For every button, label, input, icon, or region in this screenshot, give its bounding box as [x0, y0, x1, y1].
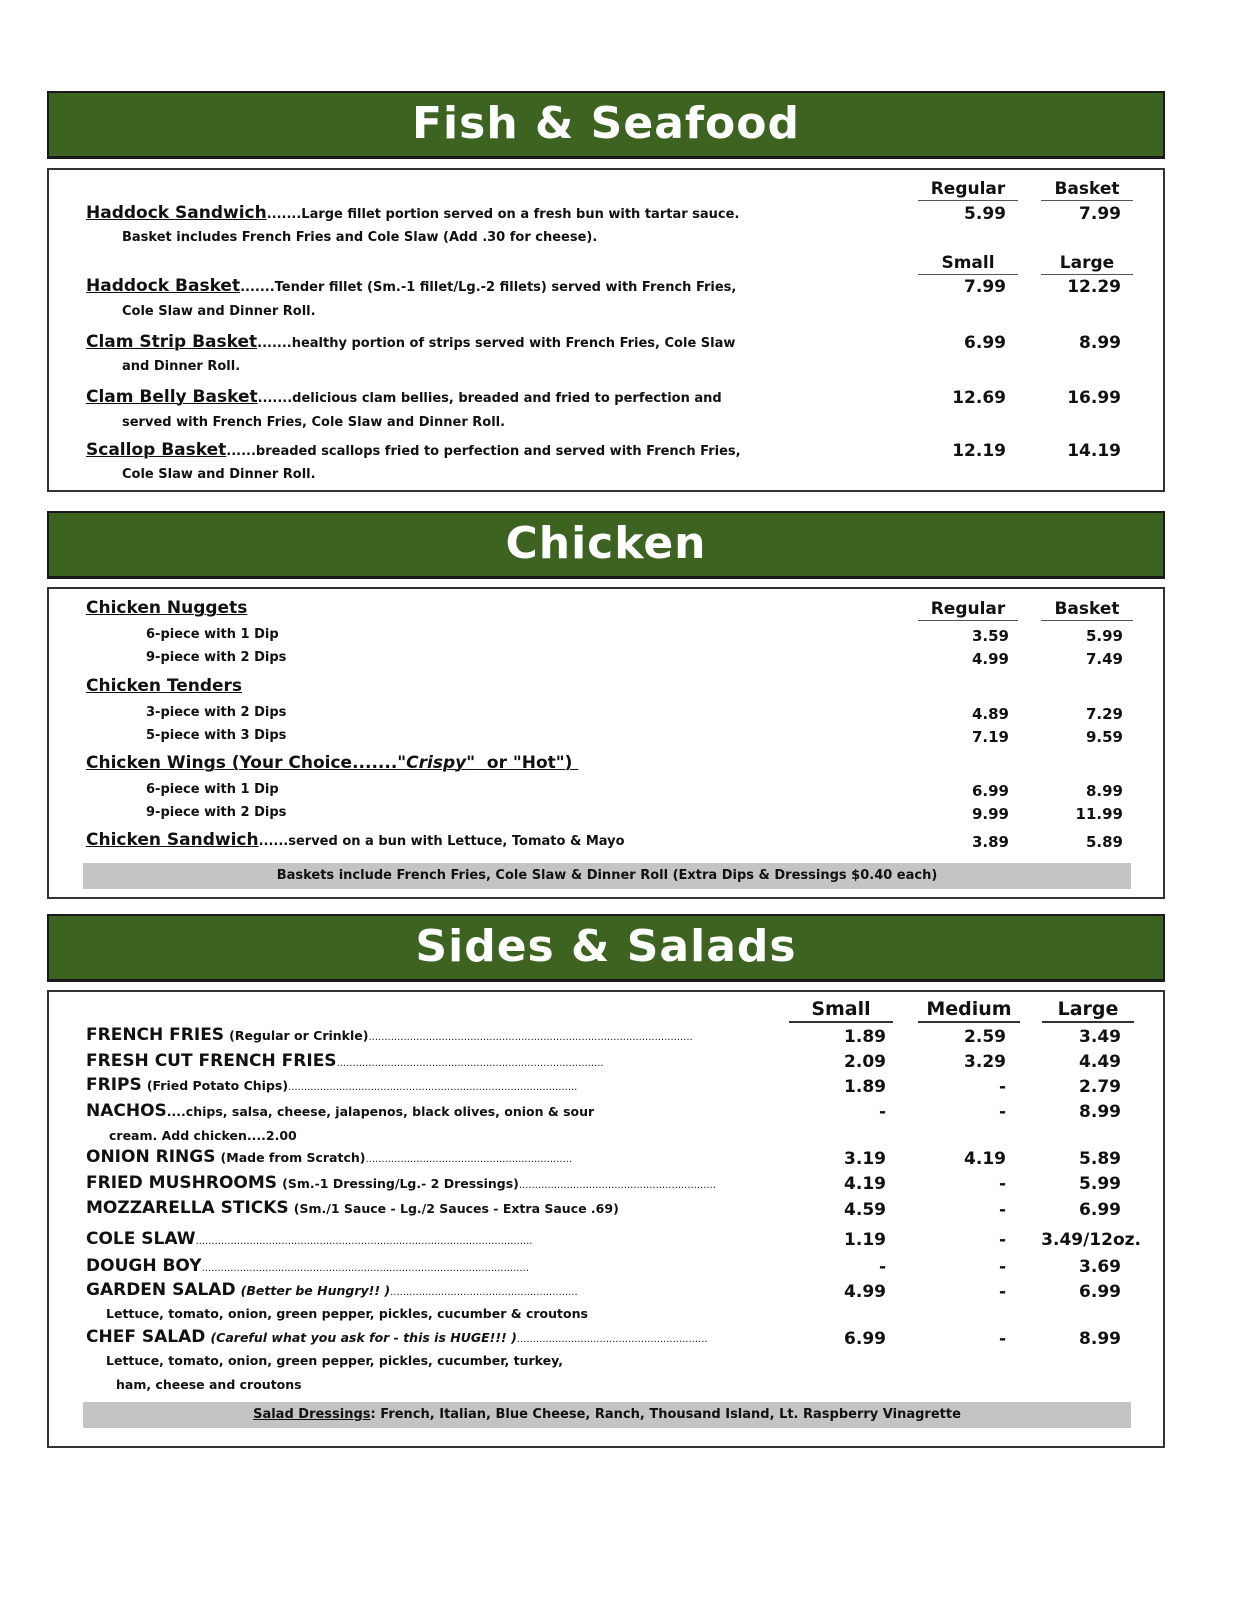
- price-small: 4.19: [844, 1174, 886, 1194]
- price-small: -: [878, 1257, 886, 1277]
- price-basket: 11.99: [1075, 805, 1123, 823]
- menu-item: [86, 332, 735, 352]
- price-small: 7.99: [964, 277, 1006, 297]
- price-large: 4.49: [1079, 1052, 1121, 1072]
- item-desc-cont: Cole Slaw and Dinner Roll.: [122, 304, 316, 319]
- price-medium: -: [998, 1200, 1006, 1220]
- side-item: [86, 1327, 708, 1347]
- item-name: CHEF SALAD: [86, 1327, 206, 1347]
- wings-name-crispy: Crispy: [406, 753, 467, 773]
- col-header-basket: Basket: [1041, 179, 1133, 201]
- side-item: [86, 1280, 578, 1300]
- item-name: NACHOS: [86, 1101, 167, 1121]
- dressings-label: Salad Dressings: [253, 1407, 371, 1422]
- price-large: 3.49: [1079, 1027, 1121, 1047]
- price-small: 2.09: [844, 1052, 886, 1072]
- price-large: 6.99: [1079, 1282, 1121, 1302]
- price-regular: 4.89: [971, 705, 1009, 723]
- price-large: 14.19: [1067, 441, 1121, 461]
- item-note: (Sm./1 Sauce - Lg./2 Sauces - Extra Sauce .69): [293, 1201, 619, 1216]
- price-regular: 3.89: [971, 833, 1009, 851]
- item-name: Chicken Sandwich: [86, 830, 259, 850]
- fish-seafood-banner: [47, 91, 1165, 159]
- section-title: Chicken: [505, 518, 707, 569]
- price-regular: 6.99: [971, 782, 1009, 800]
- row-label: 3-piece with 2 Dips: [146, 705, 287, 720]
- leader-dots: .................................................................: [365, 1154, 573, 1165]
- item-name: Haddock Basket: [86, 276, 241, 296]
- price-medium: 3.29: [964, 1052, 1006, 1072]
- col-header-medium: Medium: [918, 998, 1020, 1023]
- price-small: 4.59: [844, 1200, 886, 1220]
- item-name: Haddock Sandwich: [86, 203, 267, 223]
- price-medium: 2.59: [964, 1027, 1006, 1047]
- group-name: Chicken Nuggets: [86, 598, 248, 618]
- price-basket: 5.89: [1085, 833, 1123, 851]
- group-name: [86, 753, 578, 773]
- price-medium: -: [998, 1329, 1006, 1349]
- item-note-cont: Lettuce, tomato, onion, green pepper, pickles, cucumber, turkey,: [106, 1353, 564, 1368]
- item-desc: ......served on a bun with Lettuce, Tomato & Mayo: [258, 834, 625, 849]
- col-header-basket: Basket: [1041, 599, 1133, 621]
- dressings-list: : French, Italian, Blue Cheese, Ranch, Thousand Island, Lt. Raspberry Vinagrette: [370, 1407, 961, 1422]
- leader-dots: ............................................................: [516, 1334, 708, 1345]
- side-item: [86, 1173, 716, 1193]
- item-note: (Fried Potato Chips): [146, 1078, 289, 1093]
- item-note: (Better be Hungry!! ): [240, 1283, 391, 1298]
- item-desc-cont: Basket includes French Fries and Cole Slaw (Add .30 for cheese).: [122, 230, 598, 245]
- price-large: 16.99: [1067, 388, 1121, 408]
- item-desc: .......delicious clam bellies, breaded and fried to perfection and: [257, 391, 722, 406]
- price-regular: 4.99: [971, 650, 1009, 668]
- side-item: [86, 1075, 577, 1095]
- price-large: 8.99: [1079, 1329, 1121, 1349]
- item-name: DOUGH BOY: [86, 1256, 202, 1276]
- group-name: Chicken Tenders: [86, 676, 243, 696]
- price-large: 8.99: [1079, 1102, 1121, 1122]
- price-regular: 3.59: [971, 627, 1009, 645]
- item-desc-cont: and Dinner Roll.: [122, 359, 241, 374]
- price-small: -: [878, 1102, 886, 1122]
- price-basket: 7.29: [1085, 705, 1123, 723]
- item-name: Clam Belly Basket: [86, 387, 258, 407]
- item-name: MOZZARELLA STICKS: [86, 1198, 289, 1218]
- sides-salads-banner: [47, 914, 1165, 982]
- price-regular: 9.99: [971, 805, 1009, 823]
- leader-dots: ...........................................................................................: [288, 1082, 578, 1093]
- price-large: 8.99: [1079, 333, 1121, 353]
- side-item: [86, 1101, 594, 1121]
- item-note-cont: Lettuce, tomato, onion, green pepper, pickles, cucumber & croutons: [106, 1306, 588, 1321]
- side-item: [86, 1198, 619, 1218]
- price-basket: 8.99: [1085, 782, 1123, 800]
- row-label: 9-piece with 2 Dips: [146, 805, 287, 820]
- price-small: 3.19: [844, 1149, 886, 1169]
- price-regular: 5.99: [964, 204, 1006, 224]
- price-small: 12.19: [952, 441, 1006, 461]
- chicken-banner: [47, 511, 1165, 579]
- item-note: ....chips, salsa, cheese, jalapenos, black olives, onion & sour: [166, 1104, 595, 1119]
- item-name: FRENCH FRIES: [86, 1025, 225, 1045]
- item-note: (Made from Scratch): [220, 1150, 366, 1165]
- leader-dots: ....................................................................................: [336, 1058, 604, 1069]
- chicken-panel: [47, 587, 1165, 899]
- side-item: [86, 1229, 532, 1249]
- salad-dressings-note: [83, 1402, 1131, 1428]
- item-note: (Careful what you ask for - this is HUGE!!! ): [210, 1330, 517, 1345]
- item-name: ONION RINGS: [86, 1147, 216, 1167]
- price-large: 2.79: [1079, 1077, 1121, 1097]
- side-item: [86, 1256, 529, 1276]
- price-small: 1.89: [844, 1077, 886, 1097]
- price-regular: 7.19: [971, 728, 1009, 746]
- price-basket: 9.59: [1085, 728, 1123, 746]
- price-medium: -: [998, 1230, 1006, 1250]
- item-name: FRESH CUT FRENCH FRIES: [86, 1051, 337, 1071]
- price-medium: -: [998, 1282, 1006, 1302]
- price-small: 4.99: [844, 1282, 886, 1302]
- menu-item: [86, 203, 739, 223]
- side-item: [86, 1051, 604, 1071]
- price-large: 6.99: [1079, 1200, 1121, 1220]
- price-large: 3.49/12oz.: [1041, 1230, 1141, 1250]
- leader-dots: .......................................................................................................: [201, 1263, 530, 1274]
- item-desc: .......healthy portion of strips served with French Fries, Cole Slaw: [257, 336, 736, 351]
- side-item: [86, 1025, 693, 1045]
- side-item: [86, 1147, 572, 1167]
- price-medium: 4.19: [964, 1149, 1006, 1169]
- price-large: 5.99: [1079, 1174, 1121, 1194]
- leader-dots: ...........................................................: [390, 1287, 578, 1298]
- menu-item: [86, 440, 741, 460]
- item-note-cont: ham, cheese and croutons: [116, 1377, 302, 1392]
- item-name: Clam Strip Basket: [86, 332, 258, 352]
- col-header-large: Large: [1042, 998, 1134, 1023]
- item-desc: .......Large fillet portion served on a fresh bun with tartar sauce.: [266, 207, 740, 222]
- item-note-cont: cream. Add chicken....2.00: [109, 1128, 297, 1143]
- col-header-small: Small: [789, 998, 893, 1023]
- sides-salads-panel: [47, 990, 1165, 1448]
- baskets-note: Baskets include French Fries, Cole Slaw & Dinner Roll (Extra Dips & Dressings $0.40 each): [83, 863, 1131, 889]
- leader-dots: ..........................................................................................................: [195, 1236, 533, 1247]
- wings-name-c: ": [466, 753, 476, 773]
- item-name: Scallop Basket: [86, 440, 227, 460]
- price-basket: 5.99: [1085, 627, 1123, 645]
- col-header-small: Small: [918, 253, 1018, 275]
- row-label: 6-piece with 1 Dip: [146, 782, 279, 797]
- price-medium: -: [998, 1257, 1006, 1277]
- price-medium: -: [998, 1102, 1006, 1122]
- menu-item: [86, 387, 722, 407]
- price-basket: 7.99: [1079, 204, 1121, 224]
- section-title: Sides & Salads: [415, 921, 797, 972]
- price-large: 5.89: [1079, 1149, 1121, 1169]
- item-note: (Sm.-1 Dressing/Lg.- 2 Dressings): [282, 1176, 519, 1191]
- item-note: (Regular or Crinkle): [229, 1028, 369, 1043]
- price-small: 1.89: [844, 1027, 886, 1047]
- price-small: 6.99: [964, 333, 1006, 353]
- wings-name-a: Chicken Wings (Your Choice.......": [86, 753, 407, 773]
- price-medium: -: [998, 1174, 1006, 1194]
- row-label: 6-piece with 1 Dip: [146, 627, 279, 642]
- menu-item: [86, 830, 625, 850]
- price-medium: -: [998, 1077, 1006, 1097]
- price-small: 1.19: [844, 1230, 886, 1250]
- price-small: 12.69: [952, 388, 1006, 408]
- leader-dots: ..............................................................: [518, 1180, 716, 1191]
- item-name: FRIED MUSHROOMS: [86, 1173, 278, 1193]
- col-header-large: Large: [1041, 253, 1133, 275]
- row-label: 9-piece with 2 Dips: [146, 650, 287, 665]
- item-name: FRIPS: [86, 1075, 142, 1095]
- item-desc: .......Tender fillet (Sm.-1 fillet/Lg.-2 fillets) served with French Fries,: [240, 280, 737, 295]
- item-name: GARDEN SALAD: [86, 1280, 236, 1300]
- item-name: COLE SLAW: [86, 1229, 196, 1249]
- item-desc: ......breaded scallops fried to perfection and served with French Fries,: [226, 444, 741, 459]
- price-large: 12.29: [1067, 277, 1121, 297]
- col-header-regular: Regular: [918, 599, 1018, 621]
- menu-item: [86, 276, 736, 296]
- section-title: Fish & Seafood: [412, 98, 800, 149]
- leader-dots: ......................................................................................................: [368, 1032, 693, 1043]
- fish-seafood-panel: [47, 168, 1165, 492]
- wings-name-d: or "Hot"): [486, 753, 573, 773]
- row-label: 5-piece with 3 Dips: [146, 728, 287, 743]
- price-basket: 7.49: [1085, 650, 1123, 668]
- price-large: 3.69: [1079, 1257, 1121, 1277]
- col-header-regular: Regular: [918, 179, 1018, 201]
- item-desc-cont: Cole Slaw and Dinner Roll.: [122, 467, 316, 482]
- item-desc-cont: served with French Fries, Cole Slaw and Dinner Roll.: [122, 415, 506, 430]
- price-small: 6.99: [844, 1329, 886, 1349]
